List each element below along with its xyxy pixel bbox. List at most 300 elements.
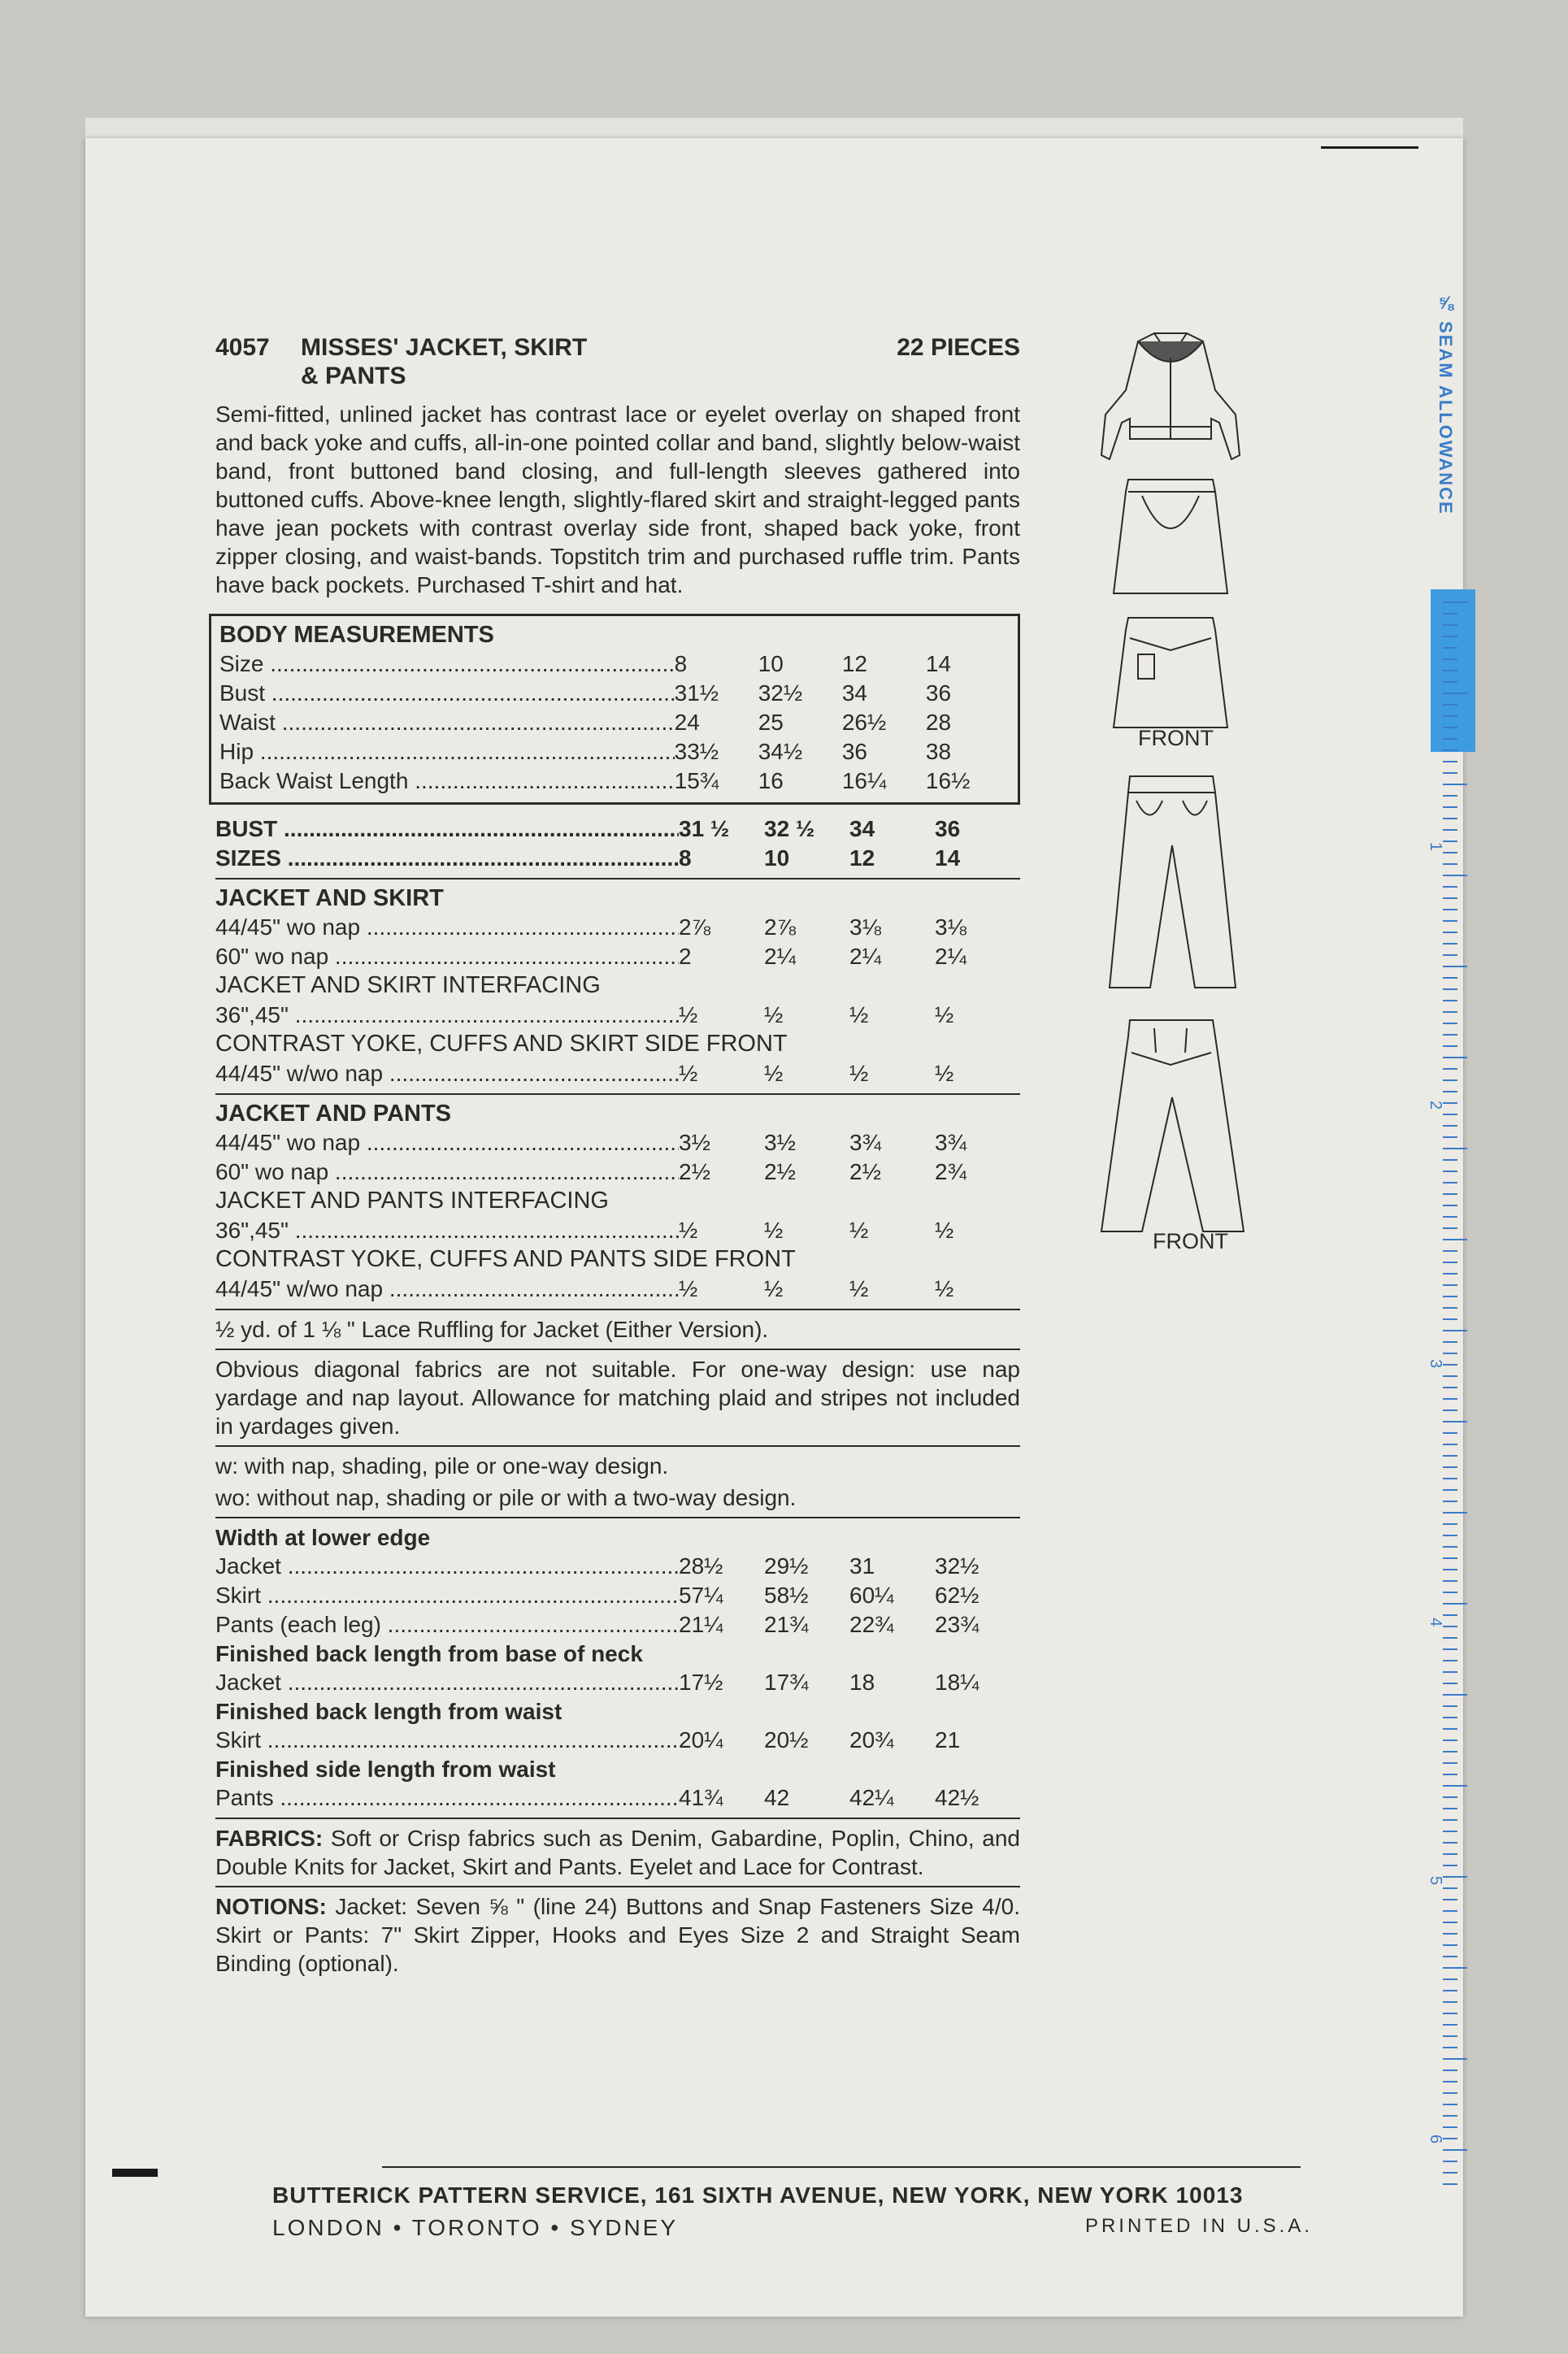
ruler-tick (1443, 1705, 1457, 1707)
table-row (215, 1275, 1020, 1304)
ruler-tick (1443, 932, 1457, 933)
row-value: 3½ (679, 1130, 710, 1155)
ruler-tick (1443, 795, 1457, 797)
ruler-tick (1443, 818, 1457, 819)
ruler-tick (1443, 1011, 1457, 1013)
ruler-tick (1443, 1853, 1457, 1855)
ruler-tick (1443, 1284, 1457, 1286)
ruler-tick (1443, 1193, 1457, 1195)
ruler-tick (1443, 1216, 1457, 1218)
pants-front-illustration (1110, 776, 1236, 988)
ruler-tick (1443, 1170, 1457, 1172)
row-value: ½ (849, 1276, 869, 1301)
row-value: 38 (925, 739, 952, 764)
ruler-tick (1443, 1683, 1457, 1684)
ruler-tick (1443, 1535, 1457, 1536)
ruler-tick (1443, 1728, 1457, 1730)
ruler-number: 5 (1427, 1875, 1445, 1886)
ruler-tick (1443, 772, 1457, 774)
row-value: 2¼ (764, 944, 796, 969)
row-value: 34 (849, 816, 875, 841)
ruler-tick (1443, 1205, 1457, 1206)
row-value: 57¼ (679, 1583, 723, 1608)
row-label: Waist ..... (219, 708, 675, 736)
row-value: 21 (935, 1727, 961, 1752)
row-value: 12 (841, 651, 867, 676)
ruler-tick (1443, 1136, 1457, 1138)
row-value: 31 (849, 1553, 875, 1579)
table-row (219, 708, 1010, 737)
ruler-tick (1443, 920, 1457, 922)
pattern-description: Semi-fitted, unlined jacket has contrast lace or eyelet overlay on shaped front and back yoke and cuffs, all-in-one pointed collar and band, slightly below-waist band, front buttoned band closing, and full-length sleeves gathered into buttoned cuffs. Above-knee length, slightly-flared skirt and straight-legged pants have jean pockets with contrast overlay side front, shaped back yoke, front zipper closing, and waist-bands. Topstitch trim and purchased ruffle trim. Pants have back pockets. Purchased T-shirt and hat. (215, 402, 1020, 597)
ruler-tick (1443, 1375, 1457, 1377)
row-value: 2⅞ (764, 914, 796, 940)
ruler-tick (1443, 2024, 1457, 2026)
row-value: 10 (764, 845, 790, 871)
ruler-tick (1443, 2172, 1457, 2174)
ruler-tick (1443, 1557, 1457, 1559)
ruler-tick (1443, 2058, 1467, 2060)
row-value: ½ (935, 1061, 954, 1086)
ruler-tick (1443, 1501, 1457, 1502)
seam-allowance-label: ⅝ SEAM ALLOWANCE (1436, 293, 1456, 515)
ruler-tick (1443, 1774, 1457, 1775)
body-measurements-title: BODY MEASUREMENTS (219, 622, 494, 648)
row-value: 58½ (764, 1583, 809, 1608)
row-value: 36 (925, 680, 952, 706)
row-value: 2½ (764, 1159, 796, 1184)
ruler-tick (1443, 2115, 1457, 2117)
jacket-skirt-title: JACKET AND SKIRT (215, 885, 444, 911)
flap-line (1321, 146, 1418, 149)
ruler-tick (1443, 1182, 1457, 1184)
ruler-tick (1443, 1694, 1467, 1696)
ruler-tick (1443, 1978, 1457, 1980)
row-value: ½ (849, 1218, 869, 1243)
table-row (215, 1668, 1020, 1697)
ruler-tick (1443, 1330, 1467, 1331)
row-label: 60" wo nap ..... (215, 1157, 679, 1186)
table-row (215, 1059, 1020, 1088)
table-row (215, 1726, 1020, 1755)
pattern-number: 4057 (215, 334, 270, 361)
row-value: ½ (849, 1002, 869, 1027)
ruler-tick (1443, 1637, 1457, 1639)
row-value: 2⅞ (679, 914, 710, 940)
ruler-tick (1443, 636, 1457, 637)
notions-paragraph (215, 1892, 1020, 1978)
table-row (215, 844, 1020, 873)
ruler-tick (1443, 1034, 1457, 1036)
diagonal-note: Obvious diagonal fabrics are not suitable. For one-way design: use nap yardage and nap layout. Allowance for matching plaid and stripes not included in yardages given. (215, 1357, 1020, 1439)
ruler-tick (1443, 1432, 1457, 1434)
jacket-skirt-contrast-title: CONTRAST YOKE, CUFFS AND SKIRT SIDE FRONT (215, 1031, 788, 1057)
row-value: 2¼ (935, 944, 966, 969)
row-value: 3¾ (849, 1130, 881, 1155)
ruler-tick (1443, 1148, 1467, 1149)
row-value: 32½ (935, 1553, 979, 1579)
row-value: 23¾ (935, 1612, 979, 1637)
divider (215, 1309, 1020, 1310)
row-value: ½ (679, 1002, 698, 1027)
ruler-tick (1443, 1785, 1467, 1787)
ruler-tick (1443, 1899, 1457, 1900)
ruler-tick (1443, 943, 1457, 945)
size-table (215, 814, 1020, 873)
divider (215, 1517, 1020, 1518)
ruler-tick (1443, 670, 1457, 671)
ruler-tick (1443, 2092, 1457, 2094)
pattern-title (301, 333, 897, 390)
ruler-tick (1443, 1125, 1457, 1127)
pattern-title-line2: & PANTS (301, 363, 406, 389)
ruler-tick (1443, 1262, 1457, 1263)
row-value: ½ (935, 1218, 954, 1243)
pattern-pieces: 22 PIECES (897, 334, 1020, 361)
table-row (215, 1216, 1020, 1245)
lace-note: ½ yd. of 1 ⅛ " Lace Ruffling for Jacket (Either Version). (215, 1317, 769, 1342)
row-value: 29½ (764, 1553, 809, 1579)
row-label: 44/45" wo nap ..... (215, 913, 679, 941)
row-value: 20¼ (679, 1727, 723, 1752)
ruler-tick (1443, 1250, 1457, 1252)
table-row (215, 942, 1020, 971)
row-label: Pants (each leg) ..... (215, 1610, 679, 1639)
ruler-tick (1443, 897, 1457, 899)
row-value: 12 (849, 845, 875, 871)
ruler-tick (1443, 1114, 1457, 1115)
ruler-tick (1443, 1614, 1457, 1616)
row-value: 36 (841, 739, 867, 764)
row-value: 3⅛ (849, 914, 881, 940)
waist-title: Finished back length from waist (215, 1699, 562, 1724)
row-value: 17½ (679, 1670, 723, 1695)
table-row (219, 737, 1010, 767)
row-value: 31½ (674, 680, 719, 706)
neck-title: Finished back length from base of neck (215, 1641, 643, 1666)
table-row (215, 1552, 1020, 1581)
registration-mark (112, 2169, 158, 2177)
row-value: ½ (764, 1061, 784, 1086)
divider (215, 1093, 1020, 1095)
row-value: ½ (679, 1276, 698, 1301)
table-row (215, 1581, 1020, 1610)
ruler-tick (1443, 602, 1467, 603)
ruler-tick (1443, 1466, 1457, 1468)
row-label: 44/45" w/wo nap ..... (215, 1059, 679, 1088)
row-label: 44/45" w/wo nap ..... (215, 1275, 679, 1303)
ruler-tick (1443, 1444, 1457, 1445)
ruler-tick (1443, 1421, 1467, 1422)
ruler-tick (1443, 829, 1457, 831)
company-address: BUTTERICK PATTERN SERVICE, 161 SIXTH AVENUE, NEW YORK, NEW YORK 10013 (272, 2182, 1244, 2208)
row-value: ½ (764, 1218, 784, 1243)
ruler-tick (1443, 738, 1457, 740)
ruler-tick (1443, 1239, 1467, 1240)
row-value: ½ (679, 1061, 698, 1086)
garment-illustrations (1073, 325, 1268, 1284)
row-value: 18 (849, 1670, 875, 1695)
ruler-tick (1443, 1045, 1457, 1047)
ruler-tick (1443, 1671, 1457, 1673)
row-value: 28 (925, 710, 952, 735)
row-value: 28½ (679, 1553, 723, 1579)
ruler-tick (1443, 988, 1457, 990)
row-value: 34½ (758, 739, 803, 764)
row-value: 60¼ (849, 1583, 894, 1608)
ruler-tick (1443, 1478, 1457, 1479)
ruler-tick (1443, 1273, 1457, 1275)
row-value: 36 (935, 816, 961, 841)
row-value: 18¼ (935, 1670, 979, 1695)
row-value: 17¾ (764, 1670, 809, 1695)
row-value: 42¼ (849, 1785, 894, 1810)
ruler-tick (1443, 1398, 1457, 1400)
ruler-tick (1443, 1603, 1467, 1605)
row-label: SIZES ..... (215, 844, 679, 872)
ruler-tick (1443, 1353, 1457, 1354)
ruler-tick (1443, 1865, 1457, 1866)
row-value: 21¾ (764, 1612, 809, 1637)
table-row (215, 1001, 1020, 1030)
table-row (215, 1128, 1020, 1157)
skirt-illustration (1114, 480, 1227, 593)
front-label-2: FRONT (1153, 1229, 1228, 1253)
ruler-tick (1443, 1341, 1457, 1343)
row-value: 41¾ (679, 1785, 723, 1810)
ruler-tick (1443, 2161, 1457, 2162)
ruler-tick (1443, 1580, 1457, 1582)
fabrics-label: FABRICS: (215, 1826, 324, 1851)
table-row (215, 1157, 1020, 1187)
ruler-tick (1443, 1569, 1457, 1570)
ruler-tick (1443, 1318, 1457, 1320)
ruler-tick (1443, 1023, 1457, 1024)
ruler-tick (1443, 1922, 1457, 1923)
ruler-tick (1443, 647, 1457, 649)
jacket-illustration (1101, 333, 1240, 459)
cities: LONDON • TORONTO • SYDNEY (272, 2215, 679, 2240)
ruler-tick (1443, 1739, 1457, 1741)
ruler-tick (1443, 2183, 1457, 2185)
jacket-pants-title: JACKET AND PANTS (215, 1101, 452, 1127)
ruler-tick (1443, 1364, 1457, 1366)
ruler-tick (1443, 681, 1457, 683)
ruler-number: 4 (1427, 1617, 1445, 1627)
ruler-tick (1443, 727, 1457, 728)
row-label: 36",45" ..... (215, 1001, 679, 1029)
ruler-tick (1443, 1648, 1457, 1650)
ruler-tick (1443, 704, 1457, 706)
ruler-number: 2 (1427, 1100, 1445, 1110)
ruler-tick (1443, 806, 1457, 808)
ruler-tick (1443, 1933, 1457, 1935)
width-title: Width at lower edge (215, 1525, 431, 1550)
row-label: Hip ..... (219, 737, 675, 766)
notions-text: Jacket: Seven ⅝ " (line 24) Buttons and Snap Fasteners Size 4/0. Skirt or Pants: 7" Skirt Zipper, Hooks and Eyes Size 2 and Straight Seam Binding (optional). (215, 1894, 1020, 1976)
ruler-tick (1443, 977, 1457, 979)
skirt-back-illustration (1114, 618, 1227, 727)
row-value: ½ (679, 1218, 698, 1243)
row-value: 10 (758, 651, 784, 676)
ruler-number: 1 (1427, 841, 1445, 852)
row-value: 16 (758, 768, 784, 793)
ruler-tick (1443, 784, 1467, 785)
row-value: ½ (764, 1002, 784, 1027)
row-label: BUST ..... (215, 814, 679, 843)
row-label: 36",45" ..... (215, 1216, 679, 1244)
ruler-tick (1443, 1000, 1457, 1001)
ruler-tick (1443, 886, 1457, 888)
row-value: 34 (841, 680, 867, 706)
row-value: 2½ (849, 1159, 881, 1184)
row-value: 3⅛ (935, 914, 966, 940)
row-value: 14 (935, 845, 961, 871)
ruler-tick (1443, 1068, 1457, 1070)
divider (215, 1818, 1020, 1819)
row-label: Bust ..... (219, 679, 675, 707)
ruler-tick (1443, 1819, 1457, 1821)
row-value: 25 (758, 710, 784, 735)
row-value: 3¾ (935, 1130, 966, 1155)
row-value: 62½ (935, 1583, 979, 1608)
divider (215, 878, 1020, 879)
side-title: Finished side length from waist (215, 1757, 556, 1782)
ruler-tick (1443, 1546, 1457, 1548)
row-value: 26½ (841, 710, 887, 735)
row-value: 42 (764, 1785, 790, 1810)
ruler-tick (1443, 1831, 1457, 1832)
fabrics-text: Soft or Crisp fabrics such as Denim, Gabardine, Poplin, Chino, and Double Knits for Jacket, Skirt and Pants. Eyelet and Lace for Contrast. (215, 1826, 1020, 1879)
ruler-tick (1443, 909, 1457, 910)
table-row (219, 767, 1010, 796)
ruler-tick (1443, 1512, 1467, 1514)
ruler-tick (1443, 613, 1457, 615)
ruler-tick (1443, 1910, 1457, 1912)
ruler-tick (1443, 2149, 1467, 2151)
ruler-tick (1443, 1751, 1457, 1752)
ruler-tick (1443, 2013, 1457, 2014)
row-label: Skirt ..... (215, 1726, 679, 1754)
row-value: 22¾ (849, 1612, 894, 1637)
ruler-tick (1443, 2138, 1457, 2139)
row-label: 44/45" wo nap ..... (215, 1128, 679, 1157)
pants-back-illustration (1101, 1020, 1244, 1231)
fabrics-paragraph (215, 1824, 1020, 1881)
table-row (215, 913, 1020, 942)
ruler-tick (1443, 840, 1457, 842)
row-label: Size ..... (219, 649, 675, 678)
row-value: 2 (679, 944, 692, 969)
ruler-tick (1443, 693, 1467, 694)
ruler-number: 3 (1427, 1358, 1445, 1369)
ruler-tick (1443, 2126, 1457, 2128)
ruler-tick (1443, 1717, 1457, 1718)
row-value: 20¾ (849, 1727, 894, 1752)
row-value: 2¾ (935, 1159, 966, 1184)
row-value: 16½ (925, 768, 971, 793)
pattern-info (215, 333, 1020, 1981)
notions-label: NOTIONS: (215, 1894, 327, 1919)
ruler-tick (1443, 624, 1457, 626)
ruler-tick (1443, 1990, 1457, 1991)
nap-note-wo: wo: without nap, shading or pile or with a two-way design. (215, 1485, 797, 1510)
jacket-skirt-interfacing-title: JACKET AND SKIRT INTERFACING (215, 972, 601, 998)
row-value: ½ (849, 1061, 869, 1086)
jacket-pants-contrast-title: CONTRAST YOKE, CUFFS AND PANTS SIDE FRONT (215, 1246, 796, 1272)
pattern-header (215, 333, 1020, 390)
ruler-tick (1443, 1762, 1457, 1764)
ruler-tick (1443, 875, 1467, 876)
footer-divider (382, 2166, 1301, 2168)
divider (215, 1445, 1020, 1447)
ruler-tick (1443, 852, 1457, 853)
table-row (215, 814, 1020, 844)
ruler-tick (1443, 1387, 1457, 1388)
row-value: ½ (935, 1002, 954, 1027)
ruler-tick (1443, 1091, 1457, 1092)
ruler-tick (1443, 658, 1457, 660)
divider (215, 1349, 1020, 1350)
row-value: 14 (925, 651, 952, 676)
row-label: Back Waist Length ..... (219, 767, 675, 795)
ruler-tick (1443, 2070, 1457, 2071)
ruler-tick (1443, 966, 1467, 967)
row-value: 24 (674, 710, 700, 735)
ruler-tick (1443, 2047, 1457, 2048)
row-value: 20½ (764, 1727, 809, 1752)
ruler-tick (1443, 1057, 1467, 1058)
ruler-tick (1443, 863, 1457, 865)
row-label: Pants ..... (215, 1783, 679, 1812)
row-label: Skirt ..... (215, 1581, 679, 1609)
ruler-tick (1443, 715, 1457, 717)
ruler-tick (1443, 1808, 1457, 1809)
ruler-tick (1443, 749, 1457, 751)
body-measurements-box (209, 614, 1020, 805)
ruler-tick (1443, 1887, 1457, 1889)
ruler-tick (1443, 1626, 1457, 1627)
row-value: 2¼ (849, 944, 881, 969)
ruler-tick (1443, 1796, 1457, 1798)
row-value: 8 (674, 651, 688, 676)
row-value: 32½ (758, 680, 803, 706)
ruler-tick (1443, 1227, 1457, 1229)
ruler-tick (1443, 2104, 1457, 2105)
row-value: 8 (679, 845, 692, 871)
ruler-tick (1443, 1102, 1457, 1104)
divider (215, 1886, 1020, 1887)
seam-allowance-ruler (1427, 293, 1488, 2162)
ruler-tick (1443, 1455, 1457, 1457)
footer (272, 2182, 1313, 2241)
row-label: Jacket ..... (215, 1668, 679, 1696)
table-row (215, 1783, 1020, 1813)
ruler-tick (1443, 1876, 1467, 1878)
ruler-tick (1443, 1523, 1457, 1525)
front-label-1: FRONT (1138, 726, 1214, 750)
ruler-tick (1443, 2001, 1457, 2003)
row-value: 21¼ (679, 1612, 723, 1637)
ruler-tick (1443, 1956, 1457, 1957)
ruler-tick (1443, 2035, 1457, 2037)
row-value: 15¾ (674, 768, 719, 793)
row-value: ½ (764, 1276, 784, 1301)
row-label: Jacket ..... (215, 1552, 679, 1580)
table-row (215, 1610, 1020, 1640)
table-row (219, 679, 1010, 708)
row-value: 31 ½ (679, 816, 730, 841)
